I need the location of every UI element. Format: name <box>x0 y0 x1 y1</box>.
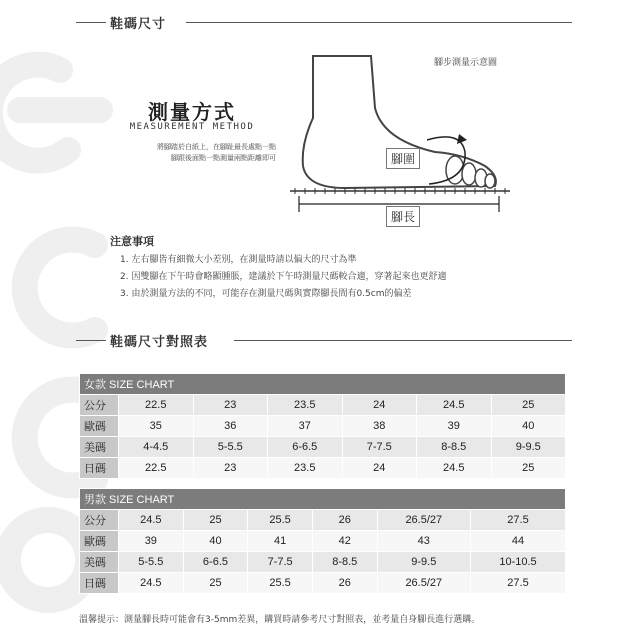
size-cell: 22.5 <box>119 458 194 479</box>
size-cell: 23.5 <box>268 395 343 416</box>
size-cell: 10-10.5 <box>471 552 566 573</box>
men-table-header: 男款 SIZE CHART <box>80 489 566 510</box>
size-cell: 25.5 <box>248 510 313 531</box>
note-item: 2. 因雙腳在下午時會略顯腫脹，建議於下午時測量尺碼較合適，穿著起來也更舒適 <box>120 272 447 282</box>
size-cell: 26 <box>312 573 377 594</box>
size-cell: 24.5 <box>119 573 184 594</box>
method-desc-line1: 將腳踏於白紙上，在腳趾最長處點一點 <box>157 143 276 151</box>
size-cell: 39 <box>119 531 184 552</box>
table-row <box>80 531 566 552</box>
size-cell: 6-6.5 <box>183 552 248 573</box>
table-row <box>80 416 566 437</box>
table-row <box>80 552 566 573</box>
note-item: 1. 左右腳皆有細微大小差別，在測量時請以偏大的尺寸為準 <box>120 255 357 265</box>
size-cell: 22.5 <box>119 395 194 416</box>
notes-list <box>120 252 446 303</box>
size-cell: 9-9.5 <box>377 552 470 573</box>
table-row <box>80 395 566 416</box>
size-cell: 39 <box>417 416 492 437</box>
size-cell: 40 <box>491 416 566 437</box>
method-subtitle: MEASUREMENT METHOD <box>129 122 255 132</box>
ruler <box>290 188 510 194</box>
size-cell: 44 <box>471 531 566 552</box>
notes-title: 注意事項 <box>110 235 154 248</box>
size-cell: 26.5/27 <box>377 510 470 531</box>
size-cell: 37 <box>268 416 343 437</box>
row-label: 公分 <box>80 510 119 531</box>
size-cell: 23 <box>193 395 268 416</box>
size-cell: 24.5 <box>417 395 492 416</box>
women-size-table <box>79 373 566 479</box>
table-row <box>80 437 566 458</box>
note-item: 3. 由於測量方法的不同，可能存在測量尺碼與實際腳長間有0.5cm的偏差 <box>120 289 412 299</box>
section-title-size <box>0 12 640 32</box>
size-cell: 8-8.5 <box>312 552 377 573</box>
women-table-header: 女款 SIZE CHART <box>80 374 566 395</box>
men-size-table <box>79 488 566 594</box>
size-cell: 26.5/27 <box>377 573 470 594</box>
size-cell: 5-5.5 <box>193 437 268 458</box>
size-cell: 24 <box>342 458 417 479</box>
size-cell: 9-9.5 <box>491 437 566 458</box>
section-title-text: 鞋碼尺寸對照表 <box>110 335 209 350</box>
size-cell: 7-7.5 <box>248 552 313 573</box>
size-cell: 24 <box>342 395 417 416</box>
size-cell: 41 <box>248 531 313 552</box>
size-cell: 27.5 <box>471 510 566 531</box>
section-title-text: 鞋碼尺寸 <box>110 17 167 32</box>
size-cell: 26 <box>312 510 377 531</box>
size-cell: 5-5.5 <box>119 552 184 573</box>
table-row <box>80 510 566 531</box>
footer-note: 溫馨提示：測量腳長時可能會有3-5mm差異，購買時請參考尺寸對照表，並考量自身腳長進行選購。 <box>79 615 481 625</box>
size-cell: 42 <box>312 531 377 552</box>
size-cell: 24.5 <box>119 510 184 531</box>
method-desc-line2: 腳跟後面點一點測量兩點距離即可 <box>171 154 276 162</box>
size-cell: 6-6.5 <box>268 437 343 458</box>
method-title: 測量方式 <box>148 100 236 124</box>
foot-diagram <box>285 48 515 228</box>
size-cell: 8-8.5 <box>417 437 492 458</box>
size-cell: 35 <box>119 416 194 437</box>
size-cell: 25.5 <box>248 573 313 594</box>
table-row <box>80 458 566 479</box>
row-label: 日碼 <box>80 458 119 479</box>
girth-arrowhead <box>457 134 467 144</box>
row-label: 公分 <box>80 395 119 416</box>
size-cell: 23 <box>193 458 268 479</box>
diagram-caption: 腳步測量示意圖 <box>434 58 498 68</box>
row-label: 日碼 <box>80 573 119 594</box>
size-cell: 25 <box>183 510 248 531</box>
size-cell: 25 <box>491 458 566 479</box>
size-cell: 40 <box>183 531 248 552</box>
girth-label: 腳圍 <box>386 148 420 169</box>
row-label: 美碼 <box>80 552 119 573</box>
row-label: 歐碼 <box>80 416 119 437</box>
row-label: 歐碼 <box>80 531 119 552</box>
size-cell: 27.5 <box>471 573 566 594</box>
size-cell: 36 <box>193 416 268 437</box>
size-cell: 43 <box>377 531 470 552</box>
size-cell: 38 <box>342 416 417 437</box>
table-row <box>80 573 566 594</box>
size-cell: 23.5 <box>268 458 343 479</box>
size-cell: 4-4.5 <box>119 437 194 458</box>
method-description <box>108 142 276 164</box>
size-cell: 25 <box>491 395 566 416</box>
section-title-chart <box>0 330 640 350</box>
size-cell: 7-7.5 <box>342 437 417 458</box>
row-label: 美碼 <box>80 437 119 458</box>
length-label: 腳長 <box>386 206 420 227</box>
size-cell: 24.5 <box>417 458 492 479</box>
size-cell: 25 <box>183 573 248 594</box>
